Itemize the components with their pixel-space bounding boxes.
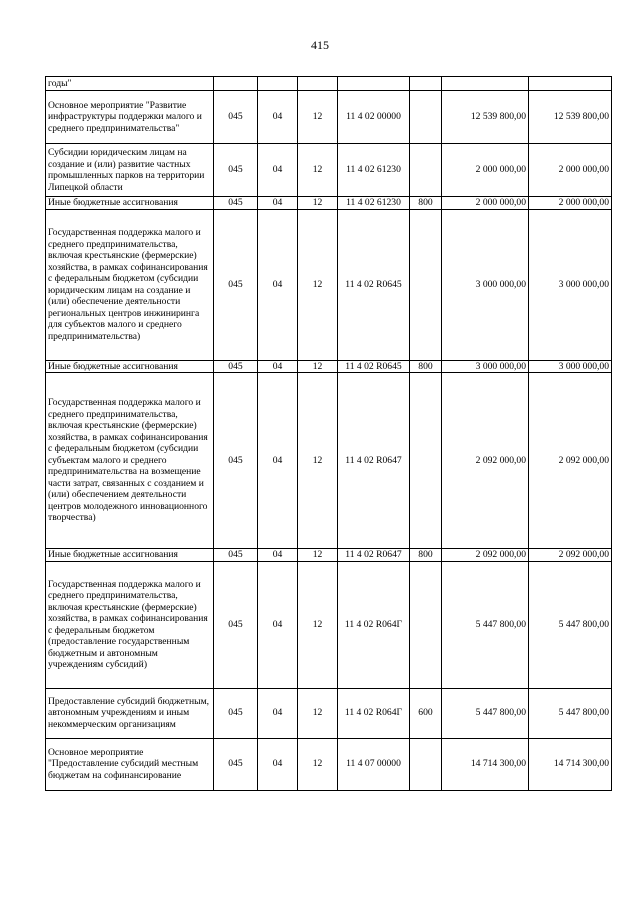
ministry-code: 045 (214, 373, 258, 549)
section-code: 04 (258, 91, 298, 144)
amount-year-1: 5 447 800,00 (442, 688, 529, 738)
subsection-code: 12 (298, 688, 338, 738)
row-name: Государственная поддержка малого и среднего предпринимательства, включая крестьянские (фермерские) хозяйства, в рамках софинансирования с федеральным бюджетом (предоставление государственным бюджетным и автономным учреждениям субсидий) (46, 561, 214, 688)
row-name: Иные бюджетные ассигнования (46, 360, 214, 373)
amount-year-1: 2 000 000,00 (442, 144, 529, 197)
expense-type: 600 (410, 688, 442, 738)
amount-year-1: 3 000 000,00 (442, 360, 529, 373)
table-row (46, 197, 612, 210)
expense-type (410, 144, 442, 197)
target-article: 11 4 02 R0645 (338, 360, 410, 373)
ministry-code (214, 77, 258, 91)
section-code: 04 (258, 549, 298, 562)
amount-year-1: 3 000 000,00 (442, 209, 529, 360)
target-article: 11 4 02 00000 (338, 91, 410, 144)
budget-table-body (46, 77, 612, 791)
target-article: 11 4 02 R0645 (338, 209, 410, 360)
section-code (258, 77, 298, 91)
amount-year-2: 5 447 800,00 (529, 561, 612, 688)
row-name: Иные бюджетные ассигнования (46, 549, 214, 562)
table-row (46, 360, 612, 373)
expense-type: 800 (410, 197, 442, 210)
subsection-code: 12 (298, 360, 338, 373)
ministry-code: 045 (214, 561, 258, 688)
row-name: Государственная поддержка малого и среднего предпринимательства, включая крестьянские (фермерские) хозяйства, в рамках софинансирования с федеральным бюджетом (субсидии юридическим лицам на создание и (или) обеспечение деятельности региональных центров инжиниринга для субъектов малого и среднего предпринимательства) (46, 209, 214, 360)
amount-year-2: 12 539 800,00 (529, 91, 612, 144)
ministry-code: 045 (214, 209, 258, 360)
row-name: Основное мероприятие "Предоставление субсидий местным бюджетам на софинансирование (46, 738, 214, 790)
budget-table (45, 76, 612, 791)
ministry-code: 045 (214, 144, 258, 197)
table-row (46, 688, 612, 738)
section-code: 04 (258, 360, 298, 373)
amount-year-2: 5 447 800,00 (529, 688, 612, 738)
amount-year-2 (529, 77, 612, 91)
amount-year-1: 12 539 800,00 (442, 91, 529, 144)
subsection-code: 12 (298, 373, 338, 549)
ministry-code: 045 (214, 91, 258, 144)
expense-type: 800 (410, 549, 442, 562)
ministry-code: 045 (214, 688, 258, 738)
ministry-code: 045 (214, 360, 258, 373)
amount-year-1: 2 092 000,00 (442, 373, 529, 549)
subsection-code: 12 (298, 549, 338, 562)
section-code: 04 (258, 738, 298, 790)
section-code: 04 (258, 144, 298, 197)
subsection-code: 12 (298, 144, 338, 197)
row-name: Субсидии юридическим лицам на создание и (или) развитие частных промышленных парков на территории Липецкой области (46, 144, 214, 197)
table-row (46, 549, 612, 562)
row-name: годы" (46, 77, 214, 91)
amount-year-1: 2 092 000,00 (442, 549, 529, 562)
expense-type (410, 209, 442, 360)
ministry-code: 045 (214, 197, 258, 210)
subsection-code: 12 (298, 197, 338, 210)
section-code: 04 (258, 561, 298, 688)
page-number: 415 (311, 38, 329, 52)
expense-type: 800 (410, 360, 442, 373)
row-name: Государственная поддержка малого и среднего предпринимательства, включая крестьянские (фермерские) хозяйства, в рамках софинансирования с федеральным бюджетом (субсидии субъектам малого и среднего предпринимательства на возмещение части затрат, связанных с созданием и (или) обеспечением деятельности центров молодежного инновационного творчества) (46, 373, 214, 549)
target-article: 11 4 02 R0647 (338, 549, 410, 562)
subsection-code (298, 77, 338, 91)
amount-year-1: 14 714 300,00 (442, 738, 529, 790)
amount-year-2: 3 000 000,00 (529, 209, 612, 360)
ministry-code: 045 (214, 738, 258, 790)
amount-year-2: 2 092 000,00 (529, 373, 612, 549)
ministry-code: 045 (214, 549, 258, 562)
target-article: 11 4 02 R064Г (338, 688, 410, 738)
subsection-code: 12 (298, 209, 338, 360)
row-name: Иные бюджетные ассигнования (46, 197, 214, 210)
target-article: 11 4 02 R064Г (338, 561, 410, 688)
section-code: 04 (258, 209, 298, 360)
amount-year-1 (442, 77, 529, 91)
amount-year-2: 2 000 000,00 (529, 144, 612, 197)
expense-type (410, 561, 442, 688)
amount-year-1: 2 000 000,00 (442, 197, 529, 210)
target-article (338, 77, 410, 91)
table-row (46, 91, 612, 144)
table-row (46, 77, 612, 91)
table-row (46, 561, 612, 688)
amount-year-2: 14 714 300,00 (529, 738, 612, 790)
expense-type (410, 373, 442, 549)
table-row (46, 144, 612, 197)
target-article: 11 4 02 61230 (338, 197, 410, 210)
table-row (46, 209, 612, 360)
row-name: Предоставление субсидий бюджетным, автономным учреждениям и иным некоммерческим организациям (46, 688, 214, 738)
amount-year-2: 2 092 000,00 (529, 549, 612, 562)
subsection-code: 12 (298, 738, 338, 790)
table-row (46, 738, 612, 790)
row-name: Основное мероприятие "Развитие инфраструктуры поддержки малого и среднего предпринимательства" (46, 91, 214, 144)
section-code: 04 (258, 197, 298, 210)
subsection-code: 12 (298, 561, 338, 688)
section-code: 04 (258, 688, 298, 738)
target-article: 11 4 02 R0647 (338, 373, 410, 549)
amount-year-1: 5 447 800,00 (442, 561, 529, 688)
section-code: 04 (258, 373, 298, 549)
amount-year-2: 2 000 000,00 (529, 197, 612, 210)
target-article: 11 4 02 61230 (338, 144, 410, 197)
table-row (46, 373, 612, 549)
amount-year-2: 3 000 000,00 (529, 360, 612, 373)
expense-type (410, 91, 442, 144)
target-article: 11 4 07 00000 (338, 738, 410, 790)
expense-type (410, 738, 442, 790)
expense-type (410, 77, 442, 91)
subsection-code: 12 (298, 91, 338, 144)
